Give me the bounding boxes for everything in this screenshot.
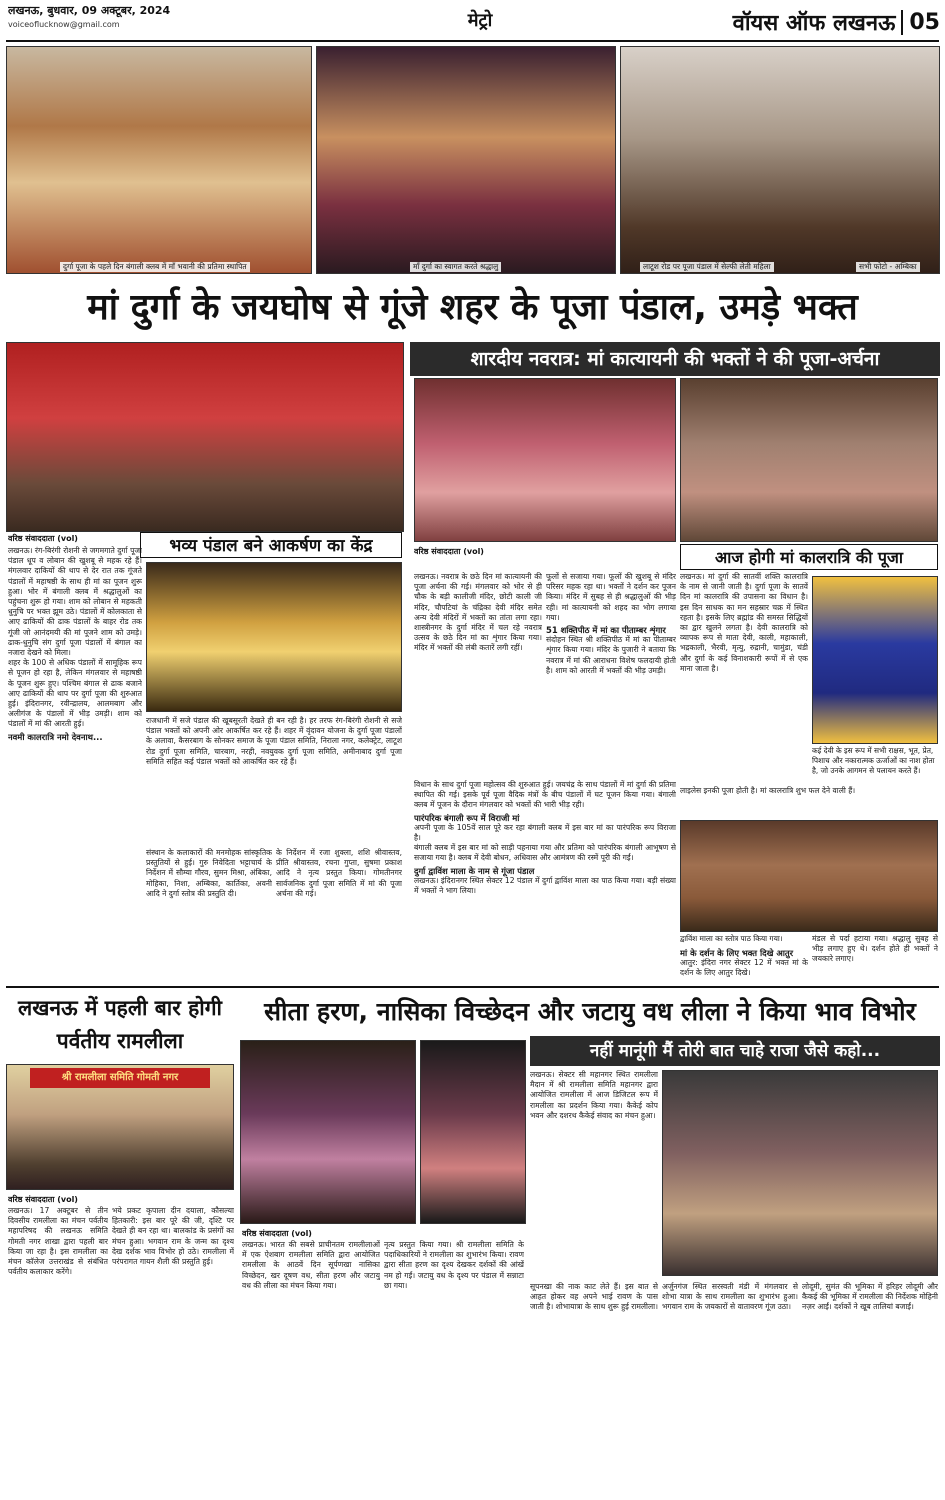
photo-kaikeyi-dashrath xyxy=(662,1070,938,1276)
photo-dhaki-drummers xyxy=(680,820,938,932)
photo-temple-crowd xyxy=(680,378,938,542)
article-subhead: दुर्गा द्वाविंश माला के नाम से गूंजा पंडाल xyxy=(414,865,535,876)
article-subhead: नवमी कालरात्रि नमो देवनाथ... xyxy=(8,731,103,742)
ramleela-banner: श्री रामलीला समिति गोमती नगर xyxy=(30,1068,210,1088)
article-subhead: मां के दर्शन के लिए भक्त दिखे आतुर xyxy=(680,948,794,958)
article-column: अर्जुनगंज स्थित सरस्वती मंडी में मंगलवार से शोभा यात्रा के साथ रामलीला का शुभारंभ हुआ। भगवान राम के जयकारों से वातावरण गूंज उठा। xyxy=(662,1282,798,1312)
photo-stage-performance xyxy=(6,342,404,532)
article-text: बंगाली क्लब में इस बार मां को साड़ी पहनाया गया और प्रतिमा को पारंपरिक बंगाली आभूषण से सजाया गया है। क्लब में देवी बोधन, अधिवास और आमंत्रण की रस्में पूरी की गईं। xyxy=(414,843,676,863)
subheadline-kaikeyi: नहीं मानूंगी मैं तोरी बात चाहे राजा जैसे कहो... xyxy=(530,1036,940,1066)
header-rule xyxy=(6,40,939,42)
photo-caption: द्वाविंश माला का स्तोत्र पाठ किया गया। xyxy=(680,934,783,943)
article-column: लखनऊ। सेक्टर सी महानगर स्थित रामलीला मैदान में श्री रामलीला समिति महानगर द्वारा आयोजित रामलीला में आज डिजिटल रूप में रामलीला का प्रदर्शन किया गया। कैकेई कोप भवन और दशरथ कैकेई संवाद का मंचन हुआ। xyxy=(530,1070,658,1120)
masthead-block xyxy=(670,4,940,40)
photo-lit-pandal xyxy=(146,562,402,712)
article-text: विधान के साथ दुर्गा पूजा महोत्सव की शुरुआत हुई। जयचंद्र के साथ पंडालों में मां दुर्गा की प्रतिमा स्थापित की गई। इसके पूर्व पूजा वैदिक मंत्रों के बीच पंडालों में घट पूजन किया गया। बंगाली क्लब में पूजन के दौरान मंगलवार को भक्तों की भारी भीड़ रही। xyxy=(414,780,676,810)
article-column: के निर्देशन में रजा शुक्ला, शशि श्रीवास्तव, प्रीति श्रीवास्तव, रचना गुप्ता, सुषमा प्रकाश आदि ने नृत्य प्रस्तुत किया। गोमतीनगर सार्वजनिक दुर्गा पूजा समिति में मां की पूजा अर्चना की गई। xyxy=(276,848,402,898)
photo-ramleela-stage xyxy=(420,1040,526,1224)
headline-ramleela-first: लखनऊ में पहली बार होगी पर्वतीय रामलीला xyxy=(18,996,222,1053)
article-column: राजधानी में सजे पंडाल की खूबसूरती देखते ही बन रही है। हर तरफ रंग-बिरंगी रोशनी से सजे पंडाल भक्तों को अपनी ओर आकर्षित कर रहे हैं। शहर में वृंदावन योजना के दुर्गा पूजा पंडालों के अलावा, कैसरबाग के सोनकर समाज के पूजा पंडाल समिति, निराला नगर, कलेक्ट्रेट, लाटूश रोड दुर्गा पूजा समिति, चारबाग, नरही, नवयुवक दुर्गा पूजा समिति, अमीनाबाद दुर्गा पूजा समिति सहित कई पंडाल भक्तों को आकर्षित कर रहे हैं। xyxy=(146,716,402,766)
photo-durga-idol xyxy=(6,46,312,274)
photo-kalratri-illustration xyxy=(812,576,938,744)
article-column xyxy=(414,780,676,982)
header-date: लखनऊ, बुधवार, 09 अक्टूबर, 2024 xyxy=(8,4,171,17)
byline: वरिष्ठ संवाददाता (vol) xyxy=(242,1229,312,1238)
header-email: voiceoflucknow@gmail.com xyxy=(8,20,120,29)
sharadiya-navratra-band: शारदीय नवरात्र: मां कात्यायनी की भक्तों ने की पूजा-अर्चना xyxy=(410,342,940,376)
page-number: 05 xyxy=(901,10,940,35)
photo-caption: कई देवी के इस रूप में सभी राक्षस, भूत, प्रेत, पिशाच और नकारात्मक ऊर्जाओं का नाश होता है, जो उनके आगमन से पलायन करते हैं। xyxy=(812,746,935,775)
article-column: लखनऊ। मां दुर्गा की सातवीं शक्ति कालरात्रि के नाम से जानी जाती है। दुर्गा पूजा के सातवें दिन मां कालरात्रि की उपासना का विधान है। इस दिन साधक का मन सहस्रार चक्र में स्थित रहता है। इसके लिए ब्रह्मांड की समस्त सिद्धियों का द्वार खुलने लगता है। देवी कालरात्रि को व्यापक रूप से माता देवी, काली, महाकाली, भद्रकाली, भैरवी, मृत्यु, रुद्रानी, चामुंडा, चंडी और दुर्गा के कई विनाशकारी रूपों में से एक माना जाता है। xyxy=(680,572,808,673)
subheadline-kalratri: आज होगी मां कालरात्रि की पूजा xyxy=(680,544,938,570)
article-column: मंडल से पर्दा हटाया गया। श्रद्धालु सुबह से भीड़ लगाए हुए थे। दर्शन होते ही भक्तों ने जयकारे लगाए। xyxy=(812,934,938,964)
article-text: फूलों से सजाया गया। फूलों की खुशबू से मंदिर परिसर महक रहा था। भक्तों ने दर्शन कर पूजन किया। मंदिर में सुबह से ही श्रद्धालुओं की भीड़ रही। मां कात्यायनी को शहद का भोग लगाया गया। xyxy=(546,572,676,622)
article-column: लखनऊ। भारत की सबसे प्राचीनतम रामलीलाओं में एक ऐशबाग रामलीला समिति द्वारा आयोजित रामलीला के आठवें दिन सूर्पणखा नासिका विच्छेदन, खर दूषण वध, सीता हरण और जटायु वध की लीला का मंचन किया गया। xyxy=(242,1240,380,1290)
photo-caption: लाटूश रोड पर पूजा पंडाल में सेल्फी लेती महिला xyxy=(640,262,774,272)
article-column xyxy=(680,946,808,980)
article-subhead: पारंपरिक बंगाली रूप में विराजी मां xyxy=(414,812,520,823)
article-column: लाइलेस इनकी पूजा होती है। मां कालरात्रि शुभ फल देने वाली हैं। xyxy=(680,786,856,795)
article-column: लोदूमी, सुमंत की भूमिका में हरिहर लोदूमी और कैकई की भूमिका में रामलीला की निर्देशक मोहिनी नज़र आईं। दर्शकों ने खूब तालियां बजाईं। xyxy=(802,1282,938,1312)
photo-selfie-pandal xyxy=(620,46,940,274)
main-headline: मां दुर्गा के जयघोष से गूंजे शहर के पूजा पंडाल, उमड़े भक्त xyxy=(87,287,858,328)
photo-devotees-welcome xyxy=(316,46,616,274)
photo-goddess-katyayani xyxy=(414,378,676,542)
section-divider xyxy=(6,986,939,988)
header-dateline xyxy=(8,4,308,44)
article-text: आतुर: इंदिरा नगर सेक्टर 12 में भक्त मां के दर्शन के लिए आतुर दिखे। xyxy=(680,958,808,978)
article-text: लखनऊ। इंदिरानगर स्थित सेक्टर 12 पंडाल में दुर्गा द्वाविंश माला का पाठ किया गया। बड़ी संख्या में भक्तों ने भाग लिया। xyxy=(414,875,676,896)
article-column: भये प्रकट कृपाला दीन दयाला, कौसल्या हितकारी: इस बार पूरे की जी, दृश्टि पर देखते ही बन रहा था। बालकांड के प्रसंगों का मंचन हुआ। भगवान राम के जन्म का दृश्य देख दर्शक भाव विभोर हो उठे। रामलीला में परंपरागत गायन शैली की प्रस्तुति हुई। xyxy=(112,1206,234,1267)
headline-sita-haran: सीता हरण, नासिका विच्छेदन और जटायु वध लीला ने किया भाव विभोर xyxy=(264,997,916,1026)
article-column: सूपनखा की नाक काट लेते हैं। इस बात से आहत होकर वह अपने भाई रावण के पास जाती है। शोभायात्रा के साथ शुरू हुई रामलीला। xyxy=(530,1282,658,1312)
byline: वरिष्ठ संवाददाता (vol) xyxy=(8,534,78,543)
article-column: लखनऊ। 17 अक्टूबर से तीन दिवसीय रामलीला का मंचन पर्वतीय महापरिषद की लखनऊ समिति गोमती नगर शाखा द्वारा पहली बार किया जा रहा है। इस रामलीला का मंचन कॉलेज उत्तराखंड से संबंधित पर्वतीय कलाकार करेंगे। xyxy=(8,1206,108,1277)
byline: वरिष्ठ संवाददाता (vol) xyxy=(414,547,484,556)
masthead: वॉयस ऑफ लखनऊ xyxy=(732,11,896,36)
byline: वरिष्ठ संवाददाता (vol) xyxy=(8,1195,78,1204)
subheadline-pandal: भव्य पंडाल बने आकर्षण का केंद्र xyxy=(140,532,402,558)
photo-credit: सभी फोटो - अम्बिका xyxy=(856,262,920,272)
section-label: मेट्रो xyxy=(467,10,493,31)
photo-ramleela-actors xyxy=(240,1040,416,1224)
article-column: संस्थान के कलाकारों की मनमोहक सांस्कृतिक प्रस्तुतियों से हुई। गुरु निवेदिता भट्टाचार्य के निर्देशन में सौम्या गौरव, सुमन मिश्रा, अंबिका, मोहिका, निशा, अम्बिका, कार्तिका, अवनी आदि ने दुर्गा स्तोत्र की प्रस्तुति दी। xyxy=(146,848,272,898)
article-column: नृत्य प्रस्तुत किया गया। श्री रामलीला समिति के पदाधिकारियों ने रामलीला का शुभारंभ किया। रावण द्वारा सीता हरण का दृश्य देखकर दर्शकों की आंखें नम हो गईं। जटायु वध के दृश्य पर पंडाल में सन्नाटा छा गया। xyxy=(384,1240,524,1290)
article-column xyxy=(8,546,142,928)
photo-caption: माँ दुर्गा का स्वागत करते श्रद्धालु xyxy=(410,262,501,272)
article-text: अपनी पूजा के 105वें साल पूरे कर रहा बंगाली क्लब में इस बार मां का पारंपरिक रूप विराजा है। xyxy=(414,822,676,843)
article-text: शहर के 100 से अधिक पंडालों में सामूहिक रूप से पूजन हो रहा है, लेकिन मंगलवार से महाषष्ठी के पूजन शुरू हुए। पश्चिम बंगाल से ढाक बजाने आए ढाकियों की थाप पर दुर्गा पूजा की शुरुआत हुई। इंदिरानगर, रवीन्द्रालय, आलमबाग और अलीगंज के पंडालों में भीड़ उमड़ी। शाम को पंडालों में मां की आरती हुई। xyxy=(8,658,142,729)
photo-caption: दुर्गा पूजा के पहले दिन बंगाली क्लब में माँ भवानी की प्रतिमा स्थापित xyxy=(60,262,250,272)
article-column: लखनऊ। नवरात्र के छठे दिन मां कात्यायनी की पूजा अर्चना की गई। मंगलवार को भोर से ही चौक के बड़ी कालीजी मंदिर, छोटी काली जी मंदिर, चौपटियां के चंद्रिका देवी मंदिर समेत अन्य देवी मंदिरों में भक्तों का तांता लगा रहा। शास्त्रीनगर के दुर्गा मंदिर में चल रहे नवरात्र उत्सव के छठे दिन मां का शृंगार किया गया। मंदिर में भक्तों की लंबी कतारें लगी रहीं। xyxy=(414,572,542,653)
article-text: लखनऊ। रंग-बिरंगी रोशनी से जगमगाते दुर्गा पूजा पंडाल धूप व लोबान की खुशबू से महक रहे हैं। मंगलवार दाकियों की थाप से देर रात तक गूंजते पंडालों में महाषष्ठी के साथ ही मां का पूजन शुरू हुआ। भोर में बंगाली क्लब में श्रद्धालुओं का पहुंचना शुरू हो गया। शाम को लोबान से महकती धुनुचि पर भक्त झूम उठे। पंडालों में कोलकाता से आए ढाकियों की ढाक पंडालों के बाहर रोड तक गूंजी जो आनंदमयी की मां पूजने शाम को उमड़े। ढाक-धुनुचि संग दुर्गा पूजा पंडालों में बंगाल का नजारा देखने को मिला। xyxy=(8,546,142,658)
article-subhead: 51 शक्तिपीठ में मां का पीताम्बर शृंगार xyxy=(546,625,666,636)
article-text: संदोहन स्थित श्री शक्तिपीठ में मां का पीताम्बर शृंगार किया गया। मंदिर के पुजारी ने बताया कि नवरात्र में मां की आराधना विशेष फलदायी होती है। शाम को आरती में भक्तों की भीड़ उमड़ी। xyxy=(546,635,676,675)
